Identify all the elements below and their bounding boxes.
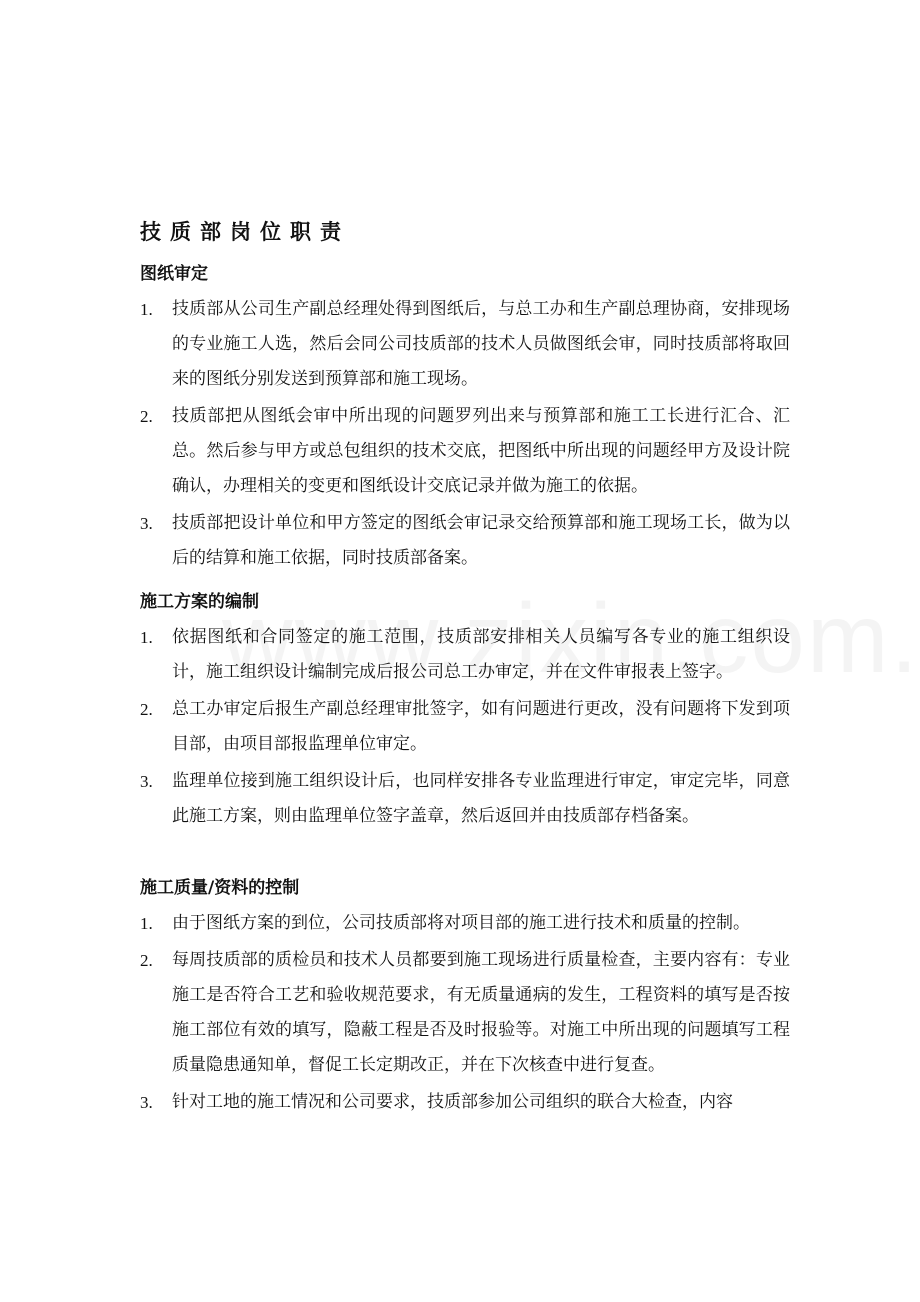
item-text: 技质部把设计单位和甲方签定的图纸会审记录交给预算部和施工现场工长，做为以后的结算和施工依据，同时技质部备案。 xyxy=(172,513,790,568)
item-number: 1. xyxy=(140,628,153,647)
item-text: 监理单位接到施工组织设计后，也同样安排各专业监理进行审定，审定完毕，同意此施工方案，则由监理单位签字盖章，然后返回并由技质部存档备案。 xyxy=(172,771,790,826)
item-text: 技质部把从图纸会审中所出现的问题罗列出来与预算部和施工工长进行汇合、汇总。然后参与甲方或总包组织的技术交底，把图纸中所出现的问题经甲方及设计院确认，办理相关的变更和图纸设计交底记录并做为施工的依据。 xyxy=(172,406,790,496)
list-item xyxy=(140,943,790,1083)
section-heading: 施工质量/资料的控制 xyxy=(140,878,300,898)
item-text: 技质部从公司生产副总经理处得到图纸后，与总工办和生产副总理协商，安排现场的专业施工人选，然后会同公司技质部的技术人员做图纸会审，同时技质部将取回来的图纸分别发送到预算部和施工现场。 xyxy=(172,299,790,389)
item-text: 针对工地的施工情况和公司要求，技质部参加公司组织的联合大检查，内容 xyxy=(172,1092,733,1112)
list-item xyxy=(140,1085,790,1120)
section-construction-plan xyxy=(140,590,790,836)
section-drawing-review xyxy=(140,262,790,578)
item-number: 2. xyxy=(140,700,153,719)
list-item xyxy=(140,292,790,397)
section-heading: 图纸审定 xyxy=(140,264,208,284)
item-text: 由于图纸方案的到位，公司技质部将对项目部的施工进行技术和质量的控制。 xyxy=(172,913,750,933)
item-text: 每周技质部的质检员和技术人员都要到施工现场进行质量检查，主要内容有：专业施工是否符合工艺和验收规范要求，有无质量通病的发生，工程资料的填写是否按施工部位有效的填写，隐蔽工程是否及时报验等。对施工中所出现的问题填写工程质量隐患通知单，督促工长定期改正，并在下次核查中进行复查。 xyxy=(172,950,790,1075)
page-title: 技质部岗位职责 xyxy=(140,219,350,244)
item-number: 2. xyxy=(140,951,153,970)
item-number: 2. xyxy=(140,407,153,426)
item-text: 总工办审定后报生产副总经理审批签字，如有问题进行更改，没有问题将下发到项目部，由项目部报监理单位审定。 xyxy=(172,699,790,754)
section-heading: 施工方案的编制 xyxy=(140,592,259,612)
list-item xyxy=(140,906,790,941)
list-item xyxy=(140,506,790,576)
list-item xyxy=(140,399,790,504)
section-quality-control xyxy=(140,876,790,1122)
item-number: 1. xyxy=(140,914,153,933)
list-item xyxy=(140,692,790,762)
item-number: 3. xyxy=(140,772,153,791)
list-item xyxy=(140,764,790,834)
list-item xyxy=(140,620,790,690)
item-text: 依据图纸和合同签定的施工范围，技质部安排相关人员编写各专业的施工组织设计，施工组织设计编制完成后报公司总工办审定，并在文件审报表上签字。 xyxy=(172,627,790,682)
item-number: 1. xyxy=(140,300,153,319)
item-number: 3. xyxy=(140,514,153,533)
item-number: 3. xyxy=(140,1093,153,1112)
